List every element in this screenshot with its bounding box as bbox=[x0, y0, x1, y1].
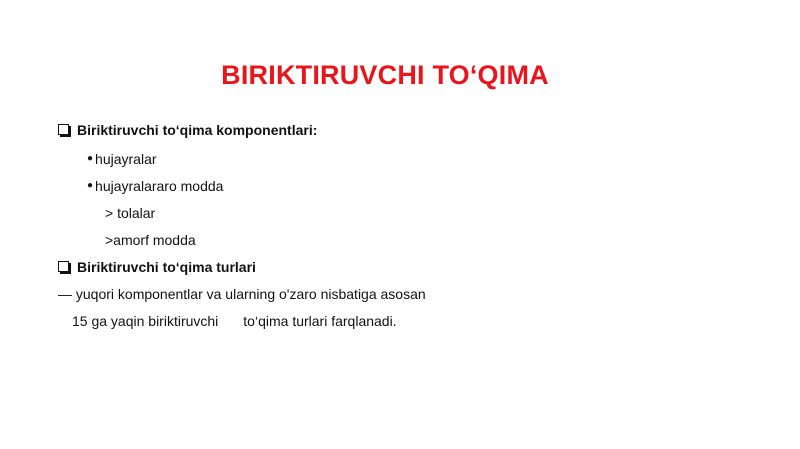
section-heading-components bbox=[58, 122, 317, 138]
section-heading-text: Biriktiruvchi to‘qima turlari bbox=[77, 259, 256, 275]
bullet-text: hujayralar bbox=[95, 151, 157, 167]
description-part-a: 15 ga yaqin biriktiruvchi bbox=[72, 313, 219, 329]
subitem-fibers: > tolalar bbox=[105, 205, 156, 221]
slide-title: BIRIKTIRUVCHI TO‘QIMA bbox=[221, 60, 549, 90]
bullet-dot-icon: ● bbox=[87, 153, 94, 164]
bullet-dot-icon: ● bbox=[87, 180, 94, 191]
description-line-2 bbox=[72, 313, 397, 329]
section-heading-text: Biriktiruvchi to‘qima komponentlari: bbox=[77, 122, 318, 138]
section-heading-types bbox=[58, 259, 256, 275]
subitem-amorphous: >amorf modda bbox=[105, 232, 196, 248]
checkbox-icon bbox=[58, 124, 69, 135]
bullet-item-intercellular bbox=[87, 178, 223, 194]
checkbox-icon bbox=[58, 261, 69, 272]
description-part-b: to‘qima turlari farqlanadi. bbox=[243, 313, 397, 329]
bullet-text: hujayralararo modda bbox=[95, 178, 224, 194]
bullet-item-cells bbox=[87, 151, 157, 167]
description-line-1: — yuqori komponentlar va ularning o'zaro nisbatiga asosan bbox=[58, 286, 426, 302]
